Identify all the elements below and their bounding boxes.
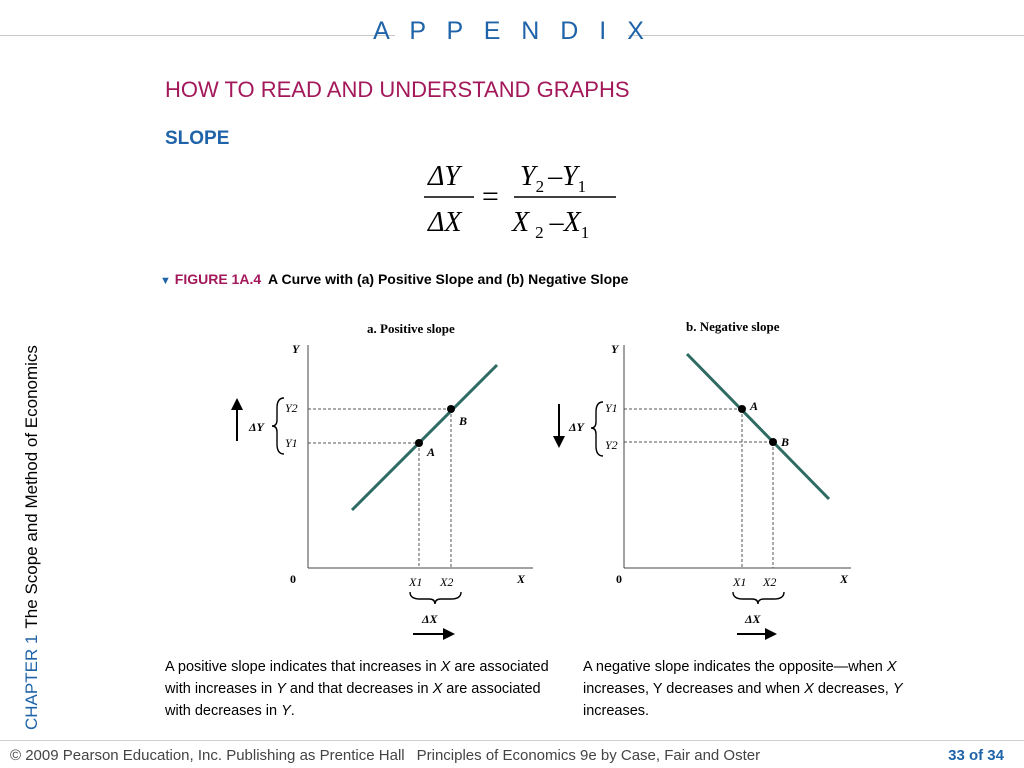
chart-a-delta-x-label: ΔX: [422, 612, 438, 626]
footer-copyright: © 2009 Pearson Education, Inc. Publishing as Prentice Hall: [10, 747, 405, 764]
chart-b-right-arrow-icon: [765, 628, 777, 640]
chart-b-y-label: Y: [611, 342, 619, 356]
chart-negative-slope: [553, 319, 851, 640]
figure-caption-text: A Curve with (a) Positive Slope and (b) Negative Slope: [268, 271, 629, 287]
footer-book-title: Principles of Economics 9e by Case, Fair and Oster: [416, 747, 761, 764]
chart-b-title: b. Negative slope: [686, 319, 780, 334]
chart-b-delta-y-label: ΔY: [569, 420, 584, 434]
chart-a-delta-y-brace: [272, 398, 284, 454]
chart-b-ytick-top: Y1: [605, 401, 618, 415]
chart-a-xtick-left: X1: [409, 575, 423, 589]
chart-b-x-label: X: [840, 572, 849, 586]
chart-a-right-arrow-icon: [443, 628, 455, 640]
chart-b-ytick-bottom: Y2: [605, 438, 618, 452]
chart-a-up-arrow-icon: [231, 398, 243, 410]
footer: [10, 747, 760, 764]
subsection-title: SLOPE: [165, 128, 230, 149]
formula-delta-x: ΔX: [428, 207, 462, 238]
chart-b-xtick-left: X1: [733, 575, 747, 589]
formula-numerator: $Y_2$ $-Y_1$: [520, 161, 587, 196]
chart-b-delta-x-brace: [733, 592, 784, 604]
chart-a-point-a: [415, 439, 423, 447]
footer-divider: [0, 740, 1024, 741]
chart-b-curve: [687, 354, 829, 499]
chart-a-xtick-right: X2: [440, 575, 454, 589]
chart-a-y-label: Y: [292, 342, 300, 356]
chapter-number: CHAPTER 1: [22, 634, 41, 730]
chart-b-point-b: [769, 438, 777, 446]
chart-a-delta-x-brace: [410, 592, 461, 604]
chart-a-point-b-label: B: [459, 414, 468, 428]
chart-a-delta-y-label: ΔY: [249, 420, 264, 434]
chart-a-origin: 0: [290, 572, 296, 586]
chart-positive-slope: [231, 321, 533, 640]
chart-a-x-label: X: [517, 572, 526, 586]
chart-b-point-b-label: B: [781, 435, 790, 449]
formula-equals: =: [480, 180, 501, 213]
chart-a-point-a-label: A: [427, 445, 436, 459]
figure-graphs: [215, 310, 855, 650]
positive-slope-description: A positive slope indicates that increases in X are associated with increases in Y and that decreases in X are associated with decreases in Y.: [165, 659, 549, 719]
slope-formula: [410, 150, 630, 250]
chart-b-down-arrow-icon: [553, 436, 565, 448]
page-number: 33 of 34: [948, 747, 1004, 764]
figure-marker-icon: ▼: [160, 275, 171, 287]
chart-b-delta-y-brace: [591, 402, 603, 456]
chart-a-curve: [352, 365, 497, 510]
figure-caption: [160, 271, 628, 287]
figure-label: FIGURE 1A.4: [174, 271, 262, 287]
chart-a-title: a. Positive slope: [367, 321, 455, 336]
chart-a-point-b: [447, 405, 455, 413]
chart-a-ytick-bottom: Y1: [285, 436, 298, 450]
chapter-side-label: [22, 345, 42, 730]
chart-b-origin: 0: [616, 572, 622, 586]
formula-delta-y: ΔY: [428, 161, 461, 192]
section-title: HOW TO READ AND UNDERSTAND GRAPHS: [165, 77, 630, 102]
chart-b-point-a: [738, 405, 746, 413]
chart-a-ytick-top: Y2: [285, 401, 298, 415]
negative-slope-description: A negative slope indicates the opposite—when X increases, Y decreases and when X decreases, Y increases.: [583, 659, 903, 719]
chart-b-delta-x-label: ΔX: [745, 612, 761, 626]
chart-b-xtick-right: X2: [763, 575, 777, 589]
appendix-header: A P P E N D I X: [373, 17, 651, 45]
formula-denominator: X $_2$ $-X_1$: [512, 207, 590, 242]
chart-b-point-a-label: A: [750, 399, 759, 413]
chapter-title: The Scope and Method of Economics: [22, 345, 41, 629]
